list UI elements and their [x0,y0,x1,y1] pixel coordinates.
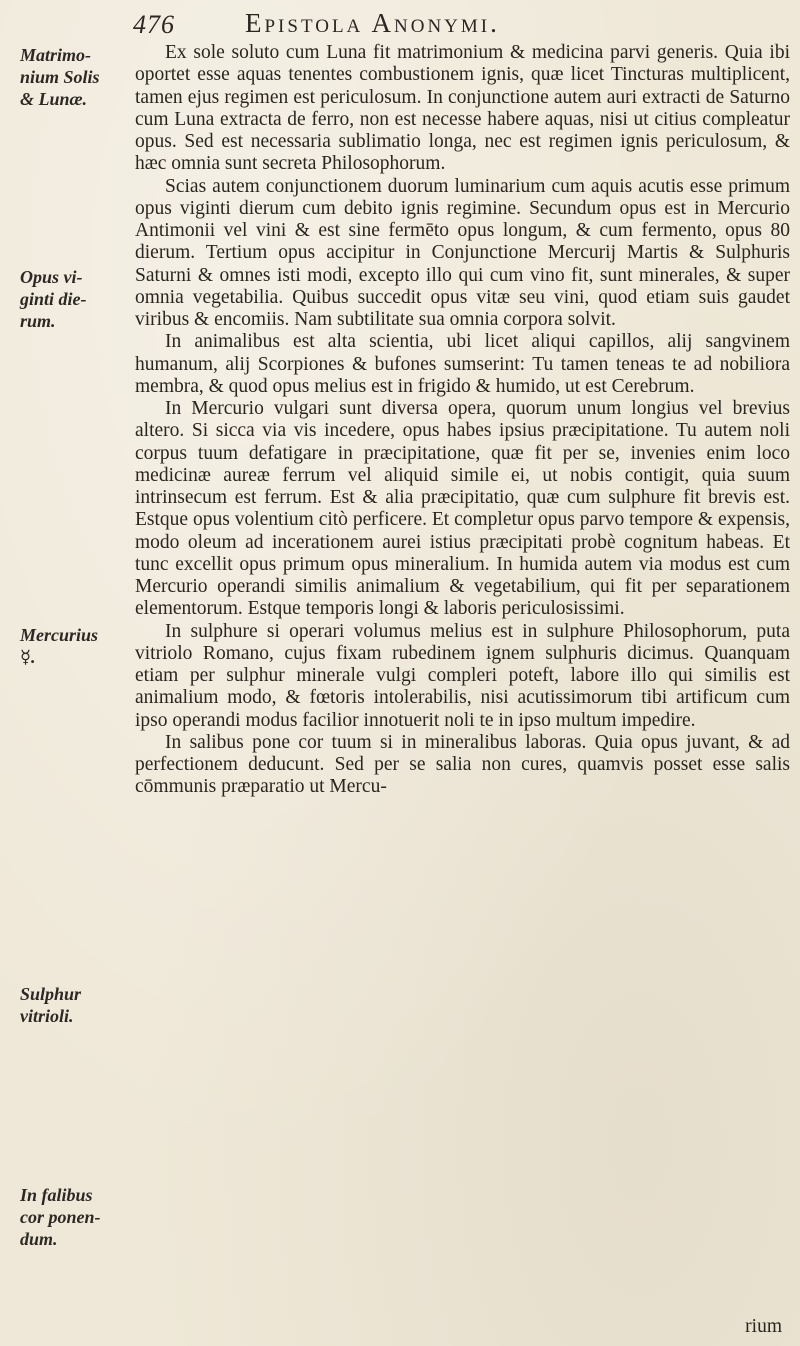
paragraph-sulphur: In sulphure si operari volumus melius est in sulphure Philosophorum, puta vitriolo Romano, cujus fixam rubedinem ignem sulphuris dicimus. Quanquam etiam per sulphur minerale vulgi compleri poteft, labore illo qui similis est animalium modo, & fœtoris intolerabilis, nisi acutissimorum tibi artificum cum ipso operandi modus facilior innotuerit noli te in ipso multum impedire. [135,620,790,731]
paragraph-opus-viginti: Scias autem conjunctionem duorum luminarium cum aquis acutis esse primum opus viginti dierum cum debito ignis regimine. Secundum opus est in Mercurio Antimonii vel vini & est sine fermēto opus longum, & cum fermento, opus 80 dierum. Tertium opus accipitur in Conjunctione Mercurij Martis & Sulphuris Saturni & omnes isti modi, excepto illo qui cum vino fit, sunt minerales, & super omnia vegetabilia. Quibus succedit opus vitæ seu vini, quod etiam suis gaudet viribus & encomiis. Nam subtilitate sua omnia corpora solvit. [135,175,790,330]
margin-note-sulphur: Sulphur vitrioli. [20,984,82,1026]
page-number: 476 [133,10,175,39]
margin-note-matrimonium: Matrimo- nium Solis & Lunæ. [20,45,100,109]
paragraph-animalibus: In animalibus est alta scientia, ubi licet aliqui capillos, alij sangvinem humanum, alij Scorpiones & bufones sumserint: Tu tamen teneas te ad nobiliora membra, & quod opus melius est in frigido & humido, ut est Cerebrum. [135,331,790,397]
margin-note-opus-viginti: Opus vi- ginti die- rum. [20,267,87,331]
paragraph-salibus: In salibus pone cor tuum si in mineralibus laboras. Quia opus juvant, & ad perfectionem deducunt. Sed per se salia non cures, quamvis posset esse salis cōmmunis præparatio ut Mercu- [135,731,790,798]
margin-note-mercurius: Mercurius ☿. [20,625,99,667]
page-header [0,8,800,42]
catchword: rium [745,1316,782,1337]
margin-note-salibus: In falibus cor ponen- dum. [20,1185,101,1249]
body-text [135,42,790,799]
paragraph-matrimonium: Ex sole soluto cum Luna fit matrimonium & medicina parvi generis. Quia ibi oportet esse aquas tenentes combustionem ignis, quæ licet Tincturas multiplicent, tamen ejus regimen est periculosum. In conjunctione autem auri extracti de Saturno cum Luna extracta de ferro, non est necesse habere aquas, nisi ut citius compleatur opus. Sed est necessaria sublimatio longa, nec est regimen ignis periculosum, & hæc omnia sunt secreta Philosophorum. [135,42,790,175]
paragraph-mercurius: In Mercurio vulgari sunt diversa opera, quorum unum longius vel brevius altero. Si sicca via vis incedere, opus habes ipsius præcipitatione. Tu autem noli corpus tuum defatigare in præcipitatione, quæ fit per se, invenies enim loco medicinæ aureæ ferrum vel aliquid simile ei, ut nobis contigit, quia suum intrinsecum est ferrum. Est & alia præcipitatio, quæ cum sulphure fit brevis est. Estque opus volentium citò perficere. Et completur opus parvo tempore & expensis, modo oleum ad incerationem aurei istius præcipitati probè cognitum habeas. Et tunc excellit opus primum opus mineralium. In humida autem via modus est cum Mercurio operandi similis animalium & vegetabilium, qui fit per separationem elementorum. Estque temporis longi & laboris periculosissimi. [135,398,790,620]
running-head: Epistola Anonymi. [245,8,500,38]
